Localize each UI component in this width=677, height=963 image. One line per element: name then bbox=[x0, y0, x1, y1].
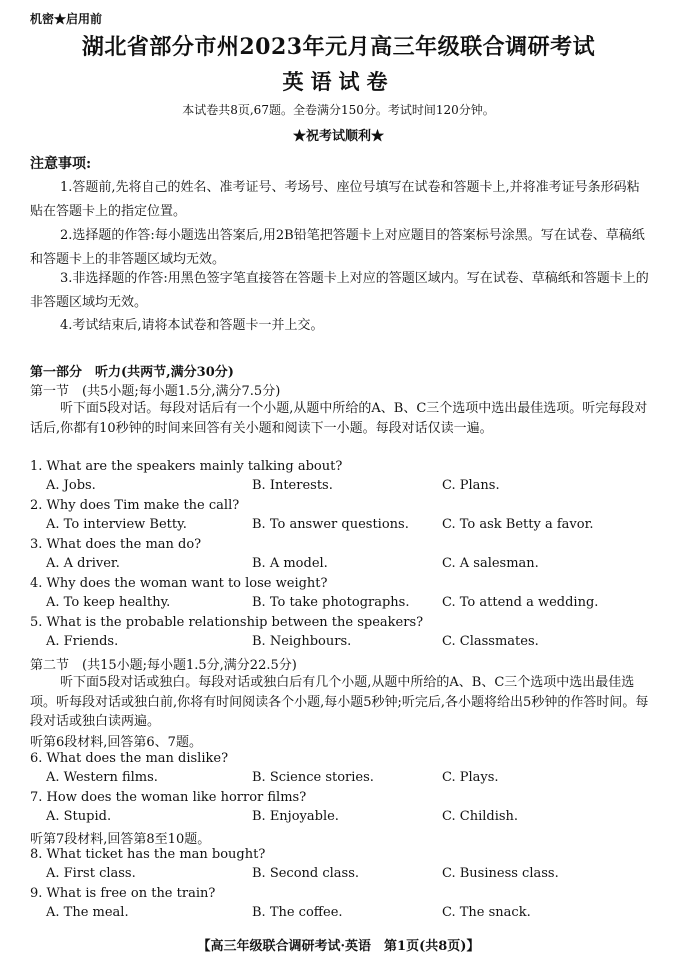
option-a: A. Friends. bbox=[46, 634, 119, 649]
question-stem: 7. How does the woman like horror films? bbox=[30, 790, 307, 805]
option-b: B. Enjoyable. bbox=[252, 809, 339, 824]
option-b: B. The coffee. bbox=[252, 905, 343, 920]
option-c: C. To attend a wedding. bbox=[442, 595, 599, 610]
option-b: B. Interests. bbox=[252, 478, 333, 493]
option-a: A. To interview Betty. bbox=[46, 517, 187, 532]
material-6-prompt: 听第6段材料,回答第6、7题。 bbox=[30, 735, 202, 750]
option-b: B. Neighbours. bbox=[252, 634, 352, 649]
question-stem: 5. What is the probable relationship between the speakers? bbox=[30, 615, 424, 630]
option-a: A. First class. bbox=[46, 866, 136, 881]
question-stem: 8. What ticket has the man bought? bbox=[30, 847, 266, 862]
page-footer: 【高三年级联合调研考试·英语 第1页(共8页)】 bbox=[197, 939, 480, 954]
option-a: A. Western films. bbox=[46, 770, 158, 785]
option-b: B. Science stories. bbox=[252, 770, 374, 785]
note-item-2: 2.选择题的作答:每小题选出答案后,用2B铅笔把答题卡上对应题目的答案标号涂黑。写在试卷、草稿纸和答题卡上的非答题区域均无效。 bbox=[30, 228, 645, 267]
question-stem: 6. What does the man dislike? bbox=[30, 751, 229, 766]
section2-instructions: 听下面5段对话或独白。每段对话或独白后有几个小题,从题中所给的A、B、C三个选项中选出最佳选项。听每段对话或独白前,你将有时间阅读各个小题,每小题5秒钟;听完后,各小题将给出5秒钟的作答时间。每段对话或独白读两遍。 bbox=[30, 675, 649, 730]
exam-info: 本试卷共8页,67题。全卷满分150分。考试时间120分钟。 bbox=[182, 103, 495, 117]
material-7-prompt: 听第7段材料,回答第8至10题。 bbox=[30, 832, 211, 847]
confidential-label: 机密★启用前 bbox=[30, 12, 103, 26]
option-c: C. The snack. bbox=[442, 905, 531, 920]
option-b: B. A model. bbox=[252, 556, 328, 571]
option-b: B. To take photographs. bbox=[252, 595, 410, 610]
question-stem: 3. What does the man do? bbox=[30, 537, 202, 552]
option-c: C. To ask Betty a favor. bbox=[442, 517, 594, 532]
option-a: A. Jobs. bbox=[46, 478, 96, 493]
notes-heading: 注意事项: bbox=[30, 156, 92, 172]
note-item-1: 1.答题前,先将自己的姓名、准考证号、考场号、座位号填写在试卷和答题卡上,并将准考证号条形码粘贴在答题卡上的指定位置。 bbox=[30, 180, 640, 219]
question-stem: 9. What is free on the train? bbox=[30, 886, 216, 901]
option-c: C. Plans. bbox=[442, 478, 500, 493]
note-item-4: 4.考试结束后,请将本试卷和答题卡一并上交。 bbox=[60, 318, 324, 333]
option-a: A. The meal. bbox=[46, 905, 129, 920]
option-a: A. A driver. bbox=[46, 556, 120, 571]
question-stem: 1. What are the speakers mainly talking about? bbox=[30, 459, 343, 474]
note-item-3: 3.非选择题的作答:用黑色签字笔直接答在答题卡上对应的答题区域内。写在试卷、草稿纸和答题卡上的非答题区域均无效。 bbox=[30, 271, 649, 310]
question-stem: 2. Why does Tim make the call? bbox=[30, 498, 240, 513]
section2-heading: 第二节 (共15小题;每小题1.5分,满分22.5分) bbox=[30, 658, 297, 673]
section1-heading: 第一节 (共5小题;每小题1.5分,满分7.5分) bbox=[30, 384, 281, 399]
option-c: C. Plays. bbox=[442, 770, 499, 785]
section1-instructions: 听下面5段对话。每段对话后有一个小题,从题中所给的A、B、C三个选项中选出最佳选项。听完每段对话后,你都有10秒钟的时间来回答有关小题和阅读下一小题。每段对话仅读一遍。 bbox=[30, 401, 648, 436]
subject-title: 英语试卷 bbox=[282, 69, 395, 94]
good-luck-line: ★祝考试顺利★ bbox=[292, 129, 384, 144]
option-b: B. Second class. bbox=[252, 866, 360, 881]
option-b: B. To answer questions. bbox=[252, 517, 409, 532]
option-c: C. Classmates. bbox=[442, 634, 539, 649]
option-c: C. Childish. bbox=[442, 809, 519, 824]
option-c: C. A salesman. bbox=[442, 556, 539, 571]
part1-heading: 第一部分 听力(共两节,满分30分) bbox=[30, 365, 234, 380]
option-a: A. To keep healthy. bbox=[46, 595, 171, 610]
option-c: C. Business class. bbox=[442, 866, 559, 881]
exam-title: 湖北省部分市州2023年元月高三年级联合调研考试 bbox=[81, 34, 596, 60]
question-stem: 4. Why does the woman want to lose weight? bbox=[30, 576, 328, 591]
option-a: A. Stupid. bbox=[46, 809, 112, 824]
